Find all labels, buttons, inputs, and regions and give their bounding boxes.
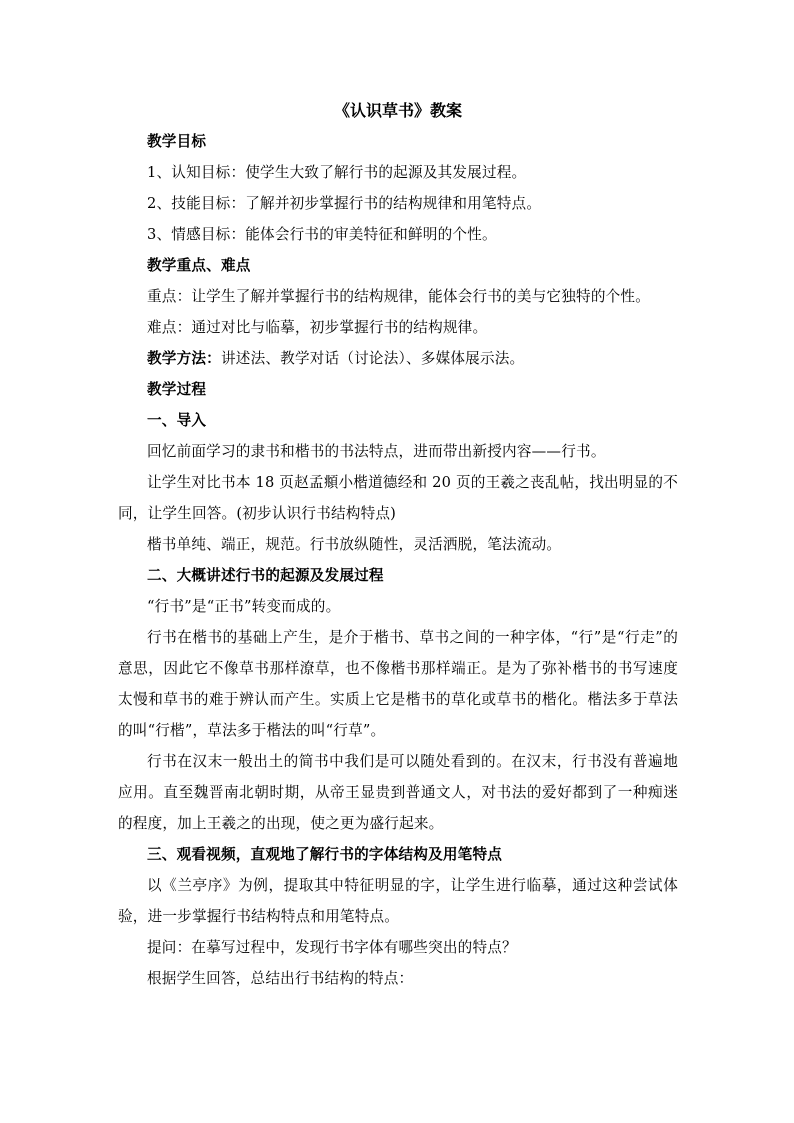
paragraph-emotion-goal: 3、情感目标：能体会行书的审美特征和鲜明的个性。 bbox=[147, 226, 497, 243]
paragraph-key-point: 重点：让学生了解并掌握行书的结构规律，能体会行书的美与它独特的个性。 bbox=[147, 288, 650, 305]
paragraph-question: 提问：在摹写过程中，发现行书字体有哪些突出的特点？ bbox=[147, 939, 517, 956]
heading-key-points: 教学重点、难点 bbox=[147, 257, 251, 274]
paragraph-lantingxu: 以《兰亭序》为例，提取其中特征明显的字，让学生进行临摹，通过这种尝试体验，进一步掌握行书结构特点和用笔特点。 bbox=[118, 877, 678, 925]
paragraph-history: 行书在汉末一般出土的简书中我们是可以随处看到的。在汉末，行书没有普遍地应用。直至魏晋南北朝时期，从帝王显贵到普通文人，对书法的爱好都到了一种痴迷的程度，加上王羲之的出现，使之更为盛行起来。 bbox=[118, 753, 678, 832]
paragraph-kaishu-vs-xingshu: 楷书单纯、端正，规范。行书放纵随性，灵活洒脱，笔法流动。 bbox=[147, 536, 562, 553]
paragraph-intro: 回忆前面学习的隶书和楷书的书法特点，进而带出新授内容——行书。 bbox=[147, 443, 606, 460]
paragraph-cognitive-goal: 1、认知目标：使学生大致了解行书的起源及其发展过程。 bbox=[147, 164, 527, 181]
heading-teaching-goals: 教学目标 bbox=[147, 133, 207, 150]
heading-section-3: 三、观看视频，直观地了解行书的字体结构及用笔特点 bbox=[147, 846, 503, 863]
paragraph-summary: 根据学生回答，总结出行书结构的特点： bbox=[147, 970, 414, 987]
teaching-methods-label: 教学方法： bbox=[147, 350, 221, 367]
heading-section-1: 一、导入 bbox=[147, 412, 207, 429]
paragraph-difficult-point: 难点：通过对比与临摹，初步掌握行书的结构规律。 bbox=[147, 319, 488, 336]
document-title: 《认识草书》教案 bbox=[333, 101, 462, 120]
paragraph-origin: “行书”是“正书”转变而成的。 bbox=[147, 598, 341, 615]
heading-section-2: 二、大概讲述行书的起源及发展过程 bbox=[147, 567, 384, 584]
paragraph-teaching-methods bbox=[118, 343, 678, 374]
teaching-methods-text: 讲述法、教学对话（讨论法）、多媒体展示法。 bbox=[220, 350, 525, 367]
heading-teaching-process: 教学过程 bbox=[147, 381, 207, 398]
paragraph-comparison: 让学生对比书本 18 页赵孟頫小楷道德经和 20 页的王羲之丧乱帖，找出明显的不同，让学生回答。(初步认识行书结构特点) bbox=[118, 474, 678, 522]
document-page bbox=[118, 96, 678, 994]
paragraph-skill-goal: 2、技能目标：了解并初步掌握行书的结构规律和用笔特点。 bbox=[147, 195, 542, 212]
paragraph-definition: 行书在楷书的基础上产生，是介于楷书、草书之间的一种字体，“行”是“行走”的意思，因此它不像草书那样潦草，也不像楷书那样端正。是为了弥补楷书的书写速度太慢和草书的难于辨认而产生。实质上它是楷书的草化或草书的楷化。楷法多于草法的叫“行楷”，草法多于楷法的叫“行草”。 bbox=[118, 629, 678, 739]
